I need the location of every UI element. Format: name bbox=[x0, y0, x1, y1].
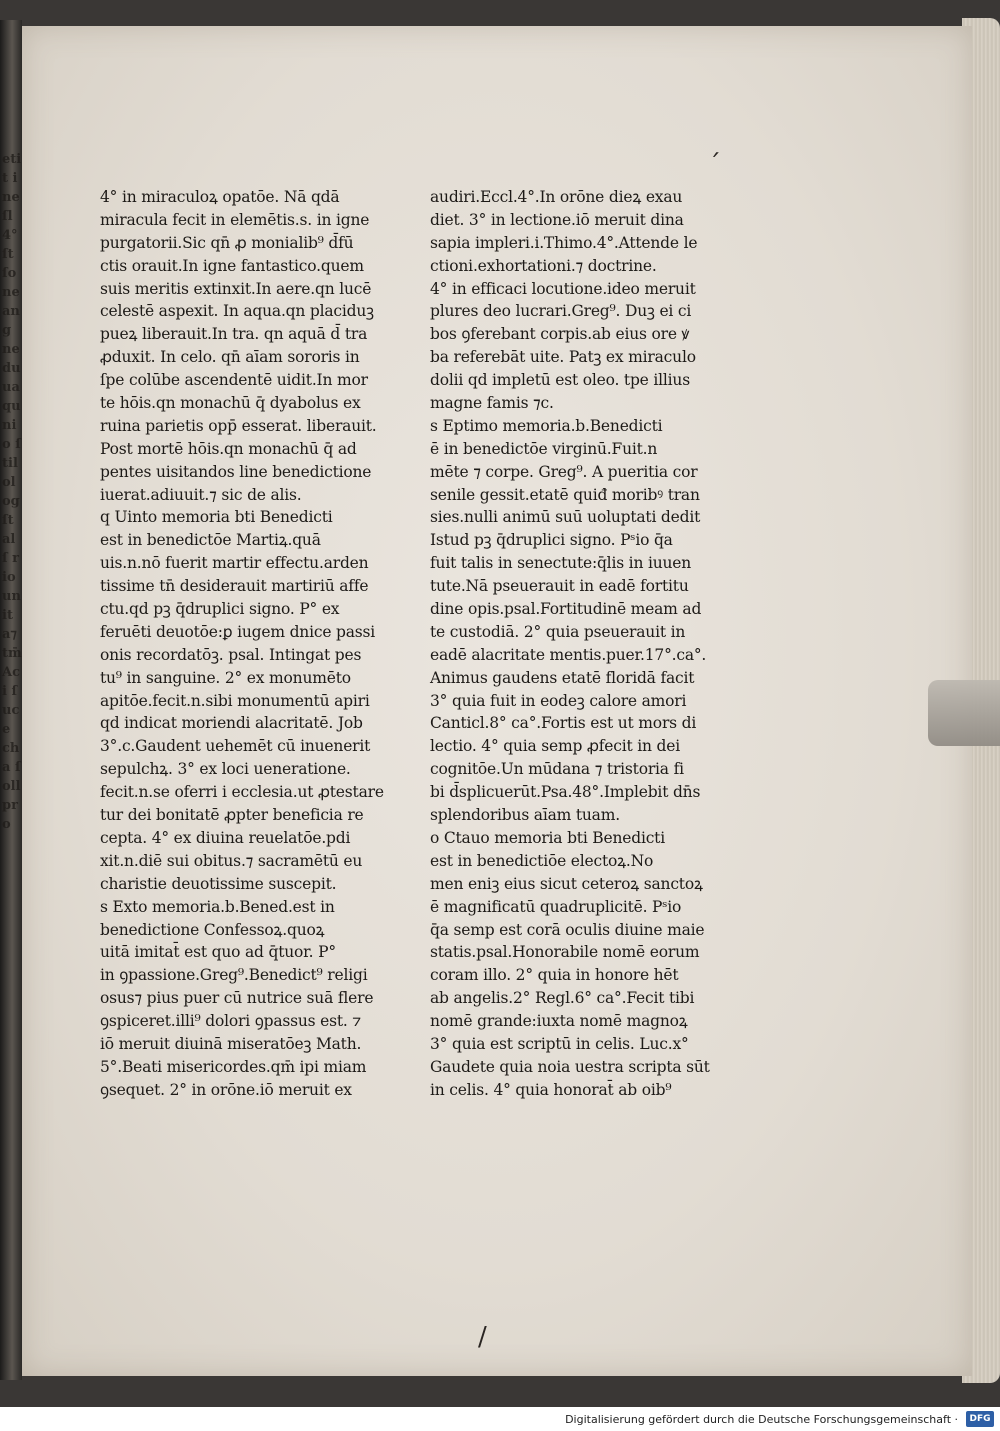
text-line: cognitōe.Un mūdana ⁊ tristoria fi bbox=[430, 760, 684, 779]
text-line: ē magnificatū quadruplicitē. Pˢio bbox=[430, 897, 682, 916]
text-line: est in benedictōe Martiꝝ.quā bbox=[100, 531, 321, 550]
text-line: fuit talis in senectute:q̄lis in iuuen bbox=[430, 554, 692, 573]
text-line: in celis. 4° quia honorat̄ ab oib⁹ bbox=[430, 1080, 672, 1099]
text-line: celestē aspexit. In aqua.qn placiduꝫ bbox=[100, 302, 374, 321]
text-line: Gaudete quia noia uestra scripta sūt bbox=[430, 1057, 710, 1076]
text-line: tu⁹ in sanguine. 2° ex monumēto bbox=[100, 668, 351, 687]
text-line: uis.n.nō fuerit martir effectu.arden bbox=[100, 554, 369, 573]
text-line: suis meritis extinxit.In aere.qn lucē bbox=[100, 279, 372, 298]
text-line: statis.psal.Honorabile nomē eorum bbox=[430, 943, 700, 962]
text-line: sapia impleri.i.Thimo.4°.Attende le bbox=[430, 233, 698, 252]
text-line: Istud pꝫ q̄druplici signo. Pˢio q̄a bbox=[430, 531, 673, 550]
text-line: in ꝯpassione.Greg⁹.Benedict⁹ religi bbox=[100, 966, 368, 985]
text-line: eadē alacritate mentis.puer.17°.ca°. bbox=[430, 645, 707, 664]
text-line: purgatorii.Sic qn̄ ꝓ monialib⁹ d̄fū bbox=[100, 233, 354, 252]
text-line: ba referebāt uite. Patꝫ ex miraculo bbox=[430, 348, 696, 367]
book-clip bbox=[928, 680, 1000, 746]
text-line: te hōis.qn monachū q̄ dyabolus ex bbox=[100, 394, 361, 413]
text-line: tissime tn̄ desiderauit martiriū affe bbox=[100, 577, 369, 596]
ink-mark: / bbox=[478, 1322, 487, 1352]
text-line: sepulchꝝ. 3° ex loci ueneratione. bbox=[100, 760, 351, 779]
text-line: diet. 3° in lectione.iō meruit dina bbox=[430, 210, 684, 229]
text-line: dine opis.psal.Fortitudinē meam ad bbox=[430, 600, 702, 619]
text-line: ꝯsequet. 2° in orōne.iō meruit ex bbox=[100, 1080, 352, 1099]
text-line: iuerat.adiuuit.⁊ sic de alis. bbox=[100, 485, 302, 504]
text-line: o Ctauo memoria bti Benedicti bbox=[430, 828, 665, 847]
text-line: qd indicat moriendi alacritatē. Job bbox=[100, 714, 363, 733]
text-line: men eniꝫ eius sicut ceteroꝝ sanctoꝝ bbox=[430, 874, 703, 893]
text-line: onis recordatōꝫ. psal. Intingat pes bbox=[100, 645, 362, 664]
text-line: ctis orauit.In igne fantastico.quem bbox=[100, 256, 364, 275]
text-line: iō meruit diuinā miseratōeꝫ Math. bbox=[100, 1034, 362, 1053]
dfg-logo: DFG bbox=[966, 1411, 994, 1427]
text-line: ctioni.exhortationi.⁊ doctrine. bbox=[430, 256, 657, 275]
text-line: cepta. 4° ex diuina reuelatōe.pdi bbox=[100, 828, 351, 847]
text-line: apitōe.fecit.n.sibi monumentū apiri bbox=[100, 691, 370, 710]
text-line: lectio. 4° quia semp ꝓfecit in dei bbox=[430, 737, 680, 756]
text-line: q Uinto memoria bti Benedicti bbox=[100, 508, 333, 527]
text-line: ſpe colūbe ascendentē uidit.In mor bbox=[100, 371, 368, 390]
text-line: senile gessit.etatē quiđ moribꝰ tran bbox=[430, 485, 700, 504]
text-line: ꝓduxit. In celo. qn̄ aīam sororis in bbox=[100, 348, 360, 367]
text-line: uitā imitat̄ est quo ad q̄tuor. P° bbox=[100, 943, 336, 962]
text-line: osus⁊ pius puer cū nutrice suā flere bbox=[100, 989, 374, 1008]
text-line: Canticl.8° ca°.Fortis est ut mors di bbox=[430, 714, 697, 733]
text-line: tute.Nā pseuerauit in eadē fortitu bbox=[430, 577, 689, 596]
text-line: bi d̄splicuerūt.Psa.48°.Implebit dn̄s bbox=[430, 783, 701, 802]
text-line: benedictione Confessoꝝ.quoꝝ bbox=[100, 920, 325, 939]
footer-bar bbox=[0, 1407, 1000, 1431]
text-line: audiri.Eccl.4°.In orōne dieꝝ exau bbox=[430, 188, 683, 206]
right-text-column bbox=[430, 186, 730, 1102]
text-line: ꝯspiceret.illi⁹ dolori ꝯpassus est. ⁊ bbox=[100, 1012, 362, 1031]
text-line: 4° in miraculoꝝ opatōe. Nā qdā bbox=[100, 188, 340, 206]
text-line: est in benedictiōe electoꝝ.No bbox=[430, 851, 654, 870]
text-line: mēte ⁊ corpe. Greg⁹. A pueritia cor bbox=[430, 462, 698, 481]
text-line: sies.nulli animū suū uoluptati dedit bbox=[430, 508, 701, 527]
text-line: Animus gaudens etatē floridā facit bbox=[430, 668, 695, 687]
ink-mark: ˊ bbox=[708, 150, 721, 180]
text-line: splendoribus aīam tuam. bbox=[430, 806, 620, 825]
text-line: ab angelis.2° Regl.6° ca°.Fecit tibi bbox=[430, 989, 695, 1008]
text-line: 3° quia fuit in eodeꝫ calore amori bbox=[430, 691, 687, 710]
left-text-column bbox=[100, 186, 400, 1102]
text-line: bos ꝯferebant corpis.ab eius ore ꝟ bbox=[430, 325, 690, 344]
text-line: s Eptimo memoria.b.Benedicti bbox=[430, 416, 663, 435]
text-line: te custodiā. 2° quia pseuerauit in bbox=[430, 622, 686, 641]
text-line: Post mortē hōis.qn monachū q̄ ad bbox=[100, 439, 357, 458]
text-line: pentes uisitandos line benedictione bbox=[100, 462, 372, 481]
funding-note: Digitalisierung gefördert durch die Deutsche Forschungsgemeinschaft · bbox=[565, 1413, 958, 1426]
facing-page-edge-text: etit ine ſl 4° ſt ſo ne ang nedu uaqu nio ſtil olog ſtal ſ rio unit a⁊ tm̄ Aci ſuce cha ſoll pro bbox=[2, 152, 22, 832]
text-line: ruina parietis opp̄ esserat. liberauit. bbox=[100, 416, 377, 435]
text-line: feruēti deuotōe:ꝑ iugem dnice passi bbox=[100, 622, 376, 641]
text-line: tur dei bonitatē ꝓpter beneficia re bbox=[100, 806, 364, 825]
text-line: pueꝝ liberauit.In tra. qn aquā d̄ tra bbox=[100, 325, 368, 344]
text-line: nomē grande:iuxta nomē magnoꝝ bbox=[430, 1012, 688, 1031]
text-line: charistie deuotissime suscepit. bbox=[100, 874, 337, 893]
text-line: q̄a semp est corā oculis diuine maie bbox=[430, 920, 705, 939]
text-line: ē in benedictōe virginū.Fuit.n bbox=[430, 439, 658, 458]
text-line: s Exto memoria.b.Bened.est in bbox=[100, 897, 335, 916]
text-line: xit.n.diē sui obitus.⁊ sacramētū eu bbox=[100, 851, 363, 870]
text-line: miracula fecit in elemētis.s. in igne bbox=[100, 210, 370, 229]
text-line: fecit.n.se oferri i ecclesia.ut ꝓtestare bbox=[100, 783, 384, 802]
text-line: ctu.qd pꝫ q̄druplici signo. P° ex bbox=[100, 600, 340, 619]
text-line: coram illo. 2° quia in honore hēt bbox=[430, 966, 679, 985]
text-line: 4° in efficaci locutione.ideo meruit bbox=[430, 279, 696, 298]
text-line: magne famis ⁊c. bbox=[430, 394, 554, 413]
text-line: 3°.c.Gaudent uehemēt cū inuenerit bbox=[100, 737, 371, 756]
text-line: plures deo lucrari.Greg⁹. Duꝫ ei ci bbox=[430, 302, 692, 321]
text-line: 3° quia est scriptū in celis. Luc.x° bbox=[430, 1034, 689, 1053]
text-line: 5°.Beati misericordes.qm̄ ipi miam bbox=[100, 1057, 367, 1076]
text-line: dolii qd impletū est oleo. tpe illius bbox=[430, 371, 690, 390]
